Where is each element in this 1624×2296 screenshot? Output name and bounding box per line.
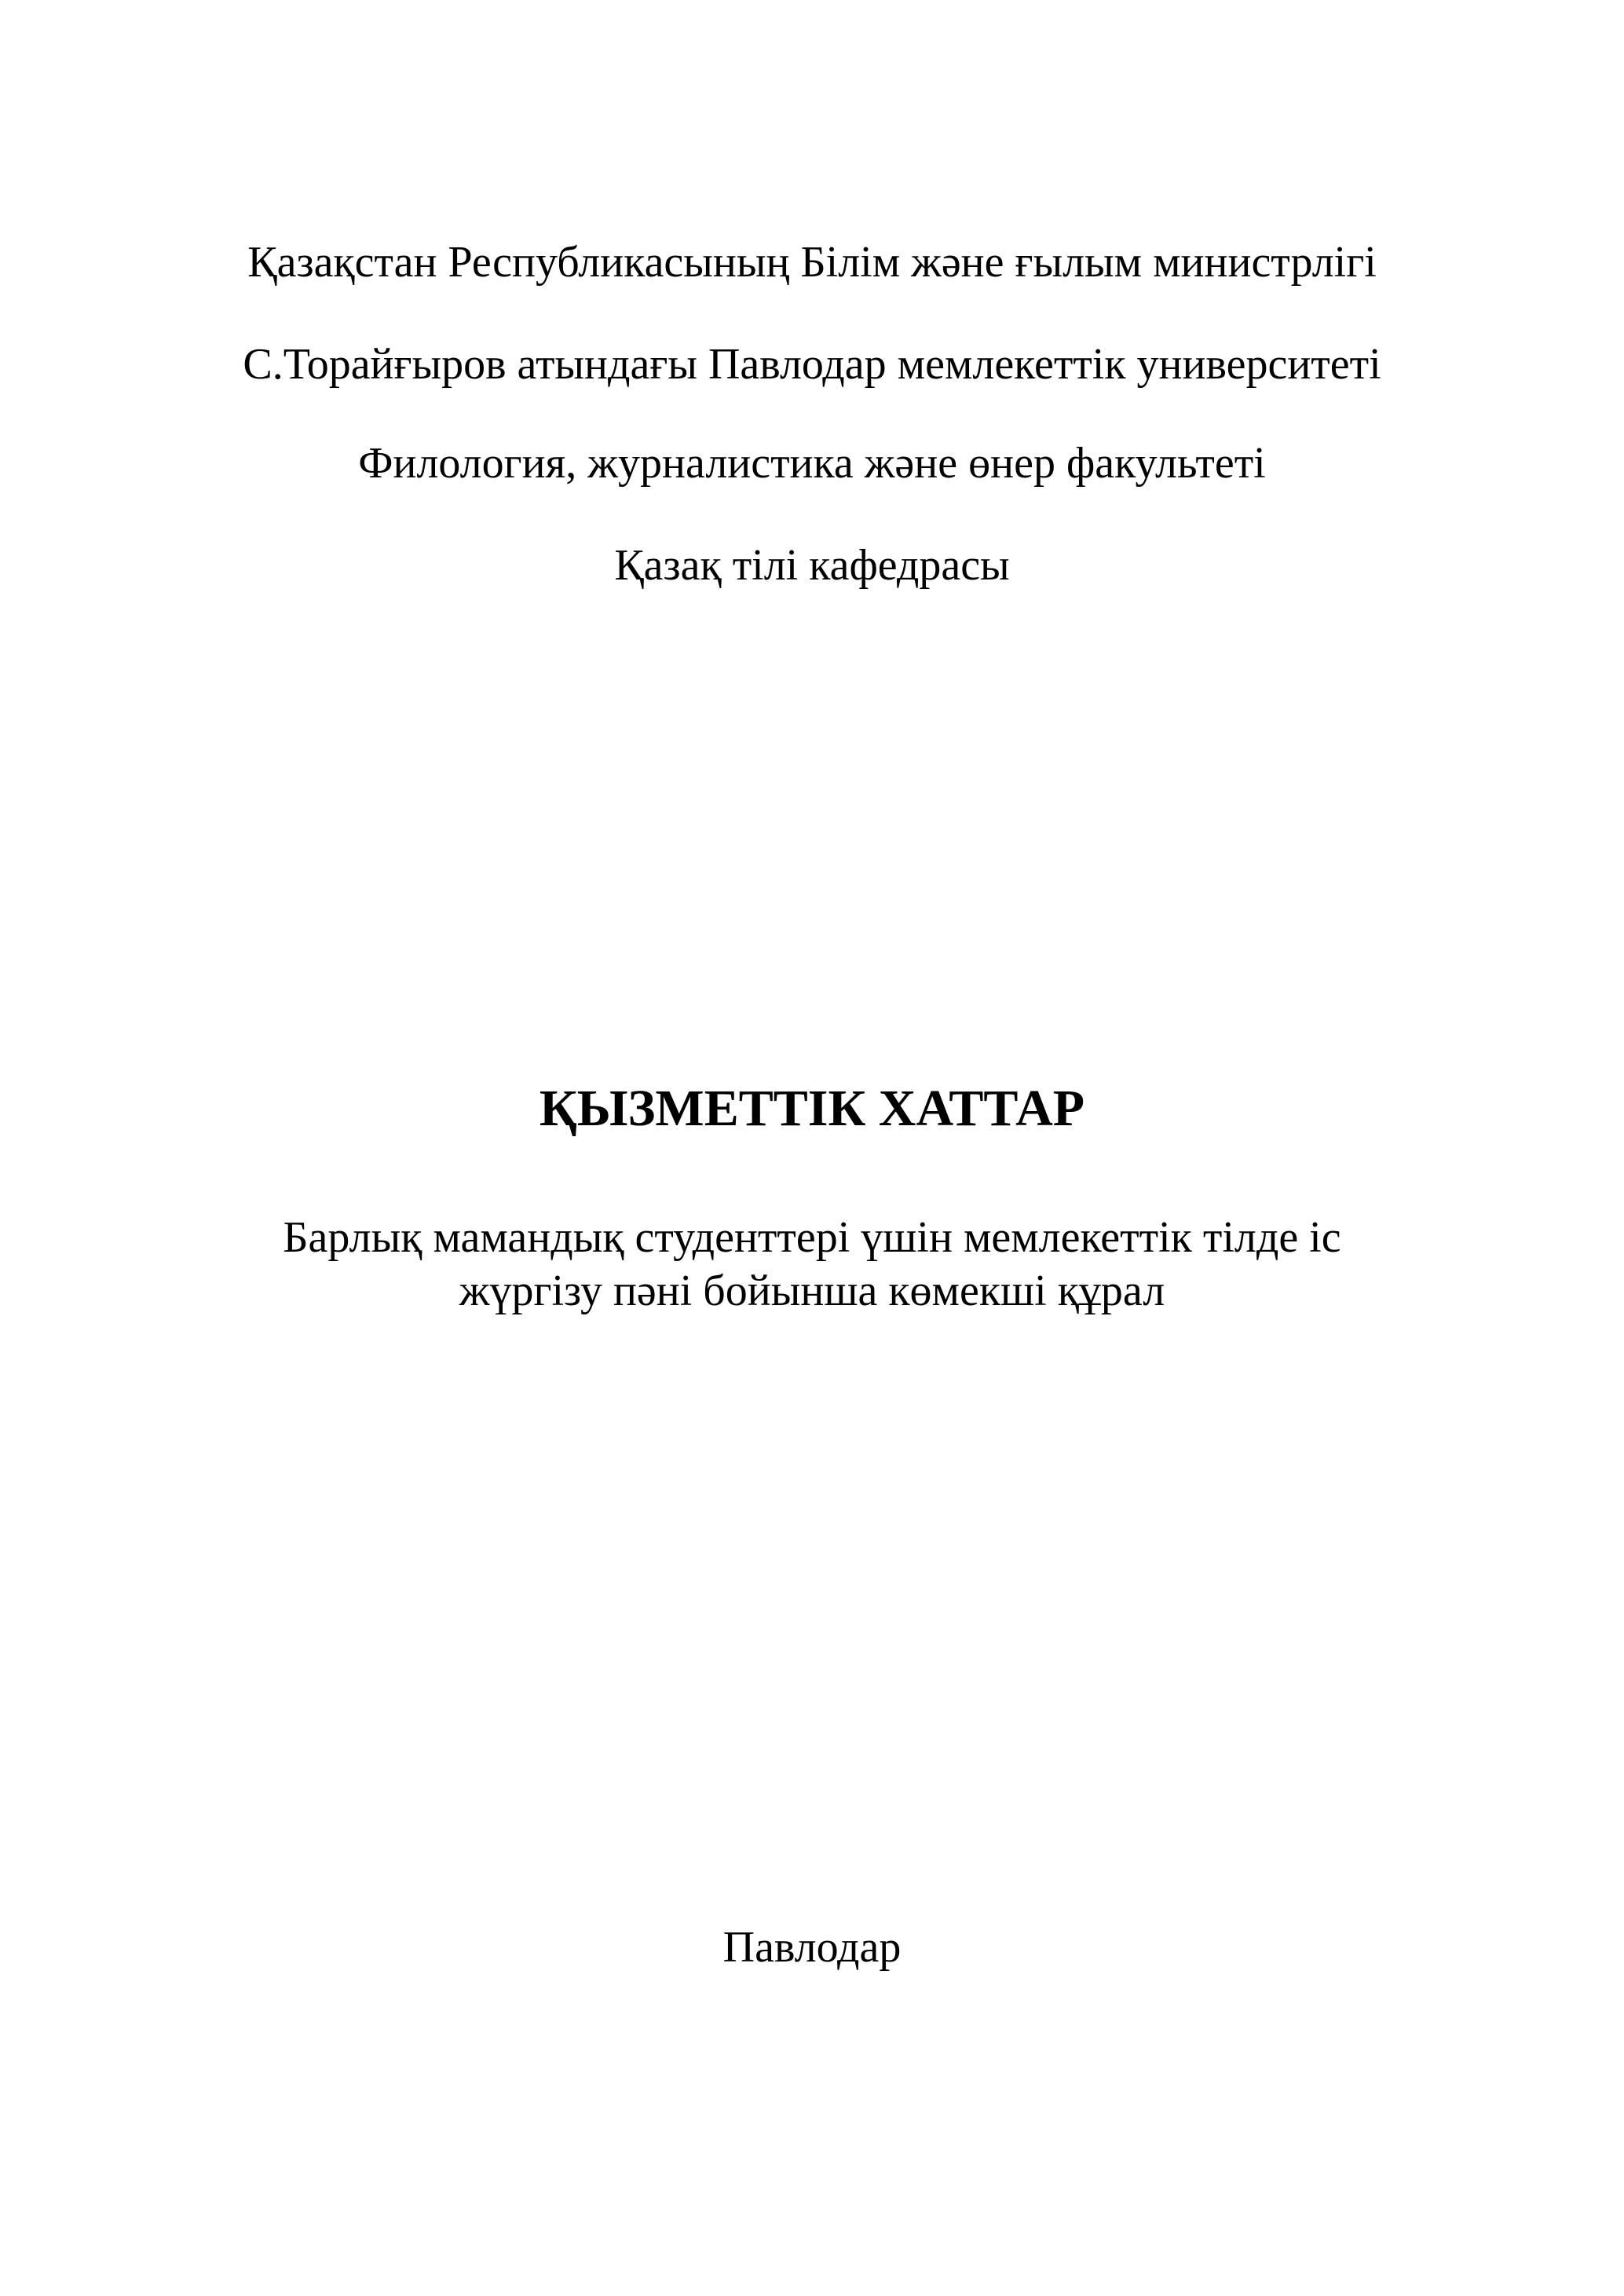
ministry-name: Қазақстан Республикасының Білім және ғылым министрлігі: [247, 238, 1377, 287]
faculty-name: Филология, журналистика және өнер факультеті: [358, 439, 1266, 488]
document-title: ҚЫЗМЕТТІК ХАТТАР: [539, 1080, 1085, 1137]
subtitle-line-1: Барлық мамандық студенттері үшін мемлекеттік тілде іс: [283, 1213, 1341, 1262]
subtitle-line-2: жүргізу пәні бойынша көмекші құрал: [459, 1267, 1165, 1315]
publication-city: Павлодар: [722, 1923, 902, 1972]
university-name: С.Торайғыров атындағы Павлодар мемлекеттік университеті: [243, 340, 1381, 389]
department-name: Қазақ тілі кафедрасы: [614, 541, 1010, 590]
